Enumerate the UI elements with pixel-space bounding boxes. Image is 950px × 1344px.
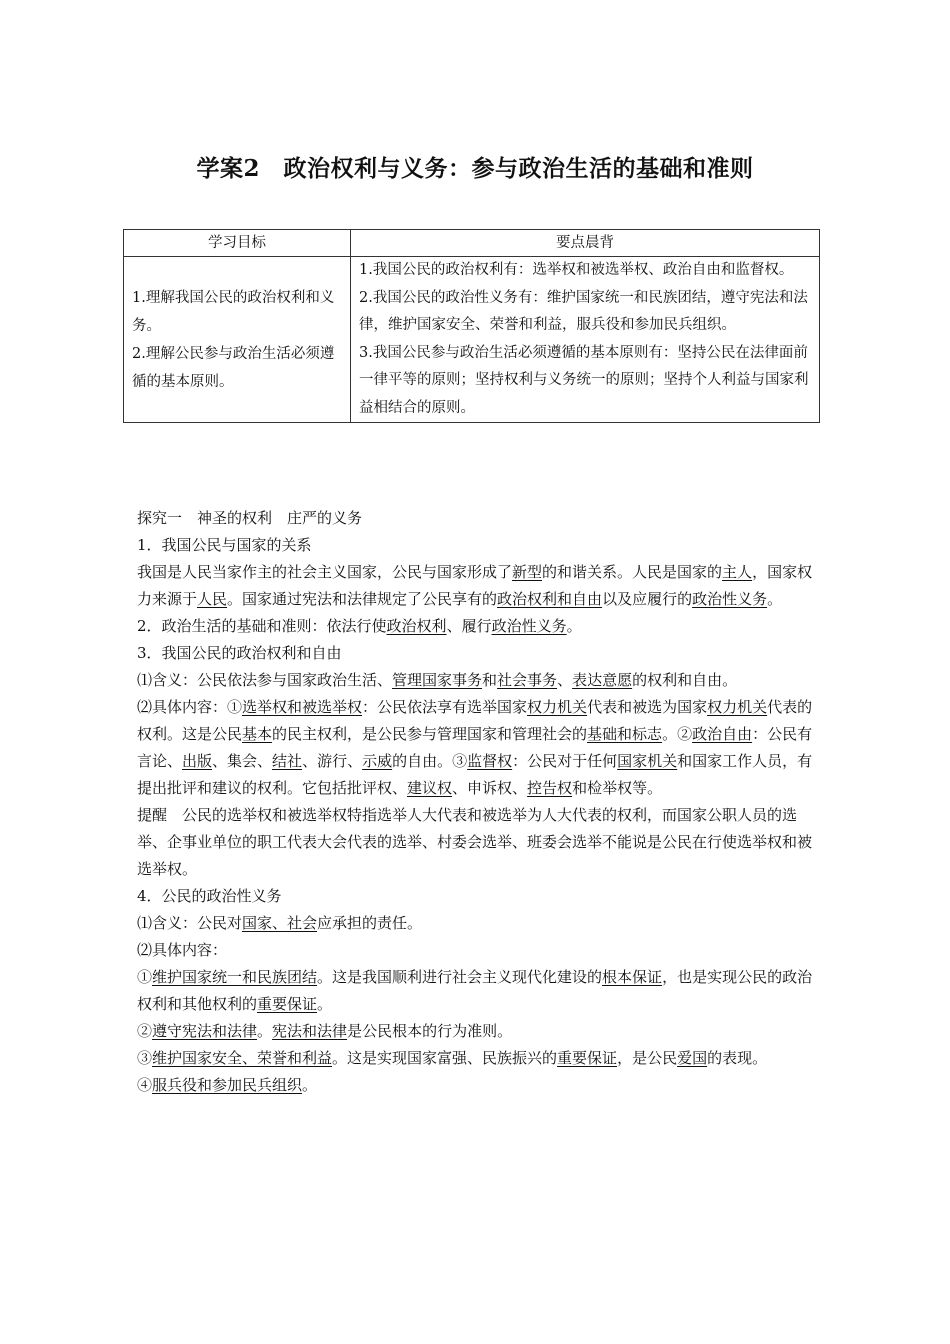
duty-item: [137, 1072, 815, 1099]
underlined-term: 根本保证: [602, 968, 663, 986]
paragraph-citizen-state: [137, 559, 815, 613]
underlined-term: 监督权: [467, 752, 513, 770]
text: 和: [482, 671, 498, 689]
duty-content-label: ⑵具体内容：: [137, 941, 228, 959]
text: 和国家工作人员，有提出批评和建议的权利。它包括批评权、: [137, 752, 813, 797]
text: 的权利和自由。: [632, 671, 738, 689]
goals-table: [123, 229, 820, 423]
text: 2．政治生活的基础和准则：依法行使: [137, 617, 387, 635]
underlined-term: 维护国家统一和民族团结: [152, 968, 318, 986]
underlined-term: 建议权: [407, 779, 453, 797]
underlined-term: 政治自由: [692, 725, 753, 743]
duty-item: [137, 1018, 815, 1045]
underlined-term: 政治权利: [386, 617, 447, 635]
section-heading: 探究一 神圣的权利 庄严的义务: [137, 509, 363, 527]
text: ：公民依法享有选举国家: [362, 698, 528, 716]
underlined-term: 政治权利和自由: [497, 590, 603, 608]
subsection-heading: 4．公民的政治性义务: [137, 887, 282, 905]
underlined-term: 政治性义务: [692, 590, 768, 608]
underlined-term: 重要保证: [557, 1049, 618, 1067]
duty-item: [137, 964, 815, 1018]
underlined-term: 新型: [512, 563, 543, 581]
underlined-term: 控告权: [527, 779, 573, 797]
underlined-term: 社会事务: [497, 671, 558, 689]
underlined-term: 重要保证: [257, 995, 318, 1013]
text: ③: [137, 1049, 153, 1067]
goal-item: 1.理解我国公民的政治权利和义务。: [132, 289, 335, 334]
text: 是公民根本的行为准则。: [347, 1022, 513, 1040]
text: 代表和被选为国家: [587, 698, 708, 716]
point-item: 2.我国公民的政治性义务有：维护国家统一和民族团结，遵守宪法和法律，维护国家安全、荣誉和利益，服兵役和参加民兵组织。: [359, 289, 808, 333]
text: 的民主权利，是公民参与管理国家和管理社会的: [272, 725, 588, 743]
text: 、申诉权、: [452, 779, 528, 797]
subsection-heading: 3．我国公民的政治权利和自由: [137, 644, 342, 662]
paragraph-basis: [137, 613, 815, 640]
header-learning-goals: 学习目标: [124, 230, 351, 257]
table-header-row: [124, 230, 820, 257]
text: 、集会、: [212, 752, 273, 770]
text: 。②: [662, 725, 693, 743]
subsection-heading: 1．我国公民与国家的关系: [137, 536, 312, 554]
text: 。这是实现国家富强、民族振兴的: [332, 1049, 558, 1067]
table-row: [124, 257, 820, 423]
text: 应承担的责任。: [317, 914, 423, 932]
underlined-term: 选举权和被选举权: [242, 698, 363, 716]
underlined-term: 结社: [272, 752, 303, 770]
underlined-term: 宪法和法律: [272, 1022, 348, 1040]
paragraph-rights-content: [137, 694, 815, 802]
duty-item: [137, 1045, 815, 1072]
text: 代表的权利。这是公民: [137, 698, 813, 743]
text: ，也是实现公民的政治权利和其他权利的: [137, 968, 813, 1013]
goals-cell: [124, 257, 351, 423]
underlined-term: 服兵役和参加民兵组织: [152, 1076, 303, 1094]
text: 的表现。: [707, 1049, 768, 1067]
underlined-term: 人民: [197, 590, 228, 608]
underlined-term: 基本: [242, 725, 273, 743]
text: 。: [317, 995, 333, 1013]
underlined-term: 政治性义务: [491, 617, 567, 635]
underlined-term: 出版: [182, 752, 213, 770]
underlined-term: 遵守宪法和法律: [152, 1022, 258, 1040]
point-item: 1.我国公民的政治权利有：选举权和被选举权、政治自由和监督权。: [359, 262, 794, 278]
text: ，是公民: [617, 1049, 678, 1067]
text: 。: [302, 1076, 318, 1094]
text: 。: [767, 590, 783, 608]
page-title: 学案2 政治权利与义务：参与政治生活的基础和准则: [196, 155, 754, 182]
text: 。: [566, 617, 582, 635]
text: 的和谐关系。人民是国家的: [542, 563, 723, 581]
underlined-term: 国家机关: [617, 752, 678, 770]
text: ⑴含义：公民对: [137, 914, 243, 932]
underlined-term: 权力机关: [527, 698, 588, 716]
text: ⑵具体内容：①: [137, 698, 243, 716]
reminder-note: 提醒 公民的选举权和被选举权特指选举人大代表和被选举为人大代表的权利，而国家公职人员的选举、企事业单位的职工代表大会代表的选举、村委会选举、班委会选举不能说是公民在行使选举权和被选举权。: [137, 806, 813, 878]
underlined-term: 维护国家安全、荣誉和利益: [152, 1049, 333, 1067]
text: ①: [137, 968, 153, 986]
paragraph-rights-definition: [137, 667, 815, 694]
goal-item: 2.理解公民参与政治生活必须遵循的基本原则。: [132, 345, 335, 390]
underlined-term: 权力机关: [707, 698, 768, 716]
text: 以及应履行的: [602, 590, 693, 608]
underlined-term: 表达意愿: [572, 671, 633, 689]
text: ：公民有言论、: [137, 725, 813, 770]
underlined-term: 爱国: [677, 1049, 708, 1067]
underlined-term: 基础和标志: [587, 725, 663, 743]
text: 。国家通过宪法和法律规定了公民享有的: [227, 590, 498, 608]
text: ，国家权力来源于: [137, 563, 813, 608]
text: ：公民对于任何: [512, 752, 618, 770]
text: 、游行、: [302, 752, 363, 770]
text: 。: [257, 1022, 273, 1040]
underlined-term: 国家、社会: [242, 914, 318, 932]
text: 、履行: [446, 617, 492, 635]
text: ④: [137, 1076, 153, 1094]
point-item: 3.我国公民参与政治生活必须遵循的基本原则有：坚持公民在法律面前一律平等的原则；坚持权利与义务统一的原则；坚持个人利益与国家利益相结合的原则。: [359, 344, 809, 416]
text: ⑴含义：公民依法参与国家政治生活、: [137, 671, 393, 689]
points-cell: [351, 257, 820, 423]
text: 和检举权等。: [572, 779, 663, 797]
underlined-term: 主人: [722, 563, 753, 581]
paragraph-duty-definition: [137, 910, 815, 937]
header-key-points: 要点晨背: [351, 230, 820, 257]
text: ②: [137, 1022, 153, 1040]
document-body: [137, 505, 815, 1099]
underlined-term: 示威: [362, 752, 393, 770]
underlined-term: 管理国家事务: [392, 671, 483, 689]
text: 、: [557, 671, 573, 689]
text: 。这是我国顺利进行社会主义现代化建设的: [317, 968, 603, 986]
text: 的自由。③: [392, 752, 468, 770]
text: 我国是人民当家作主的社会主义国家，公民与国家形成了: [137, 563, 513, 581]
